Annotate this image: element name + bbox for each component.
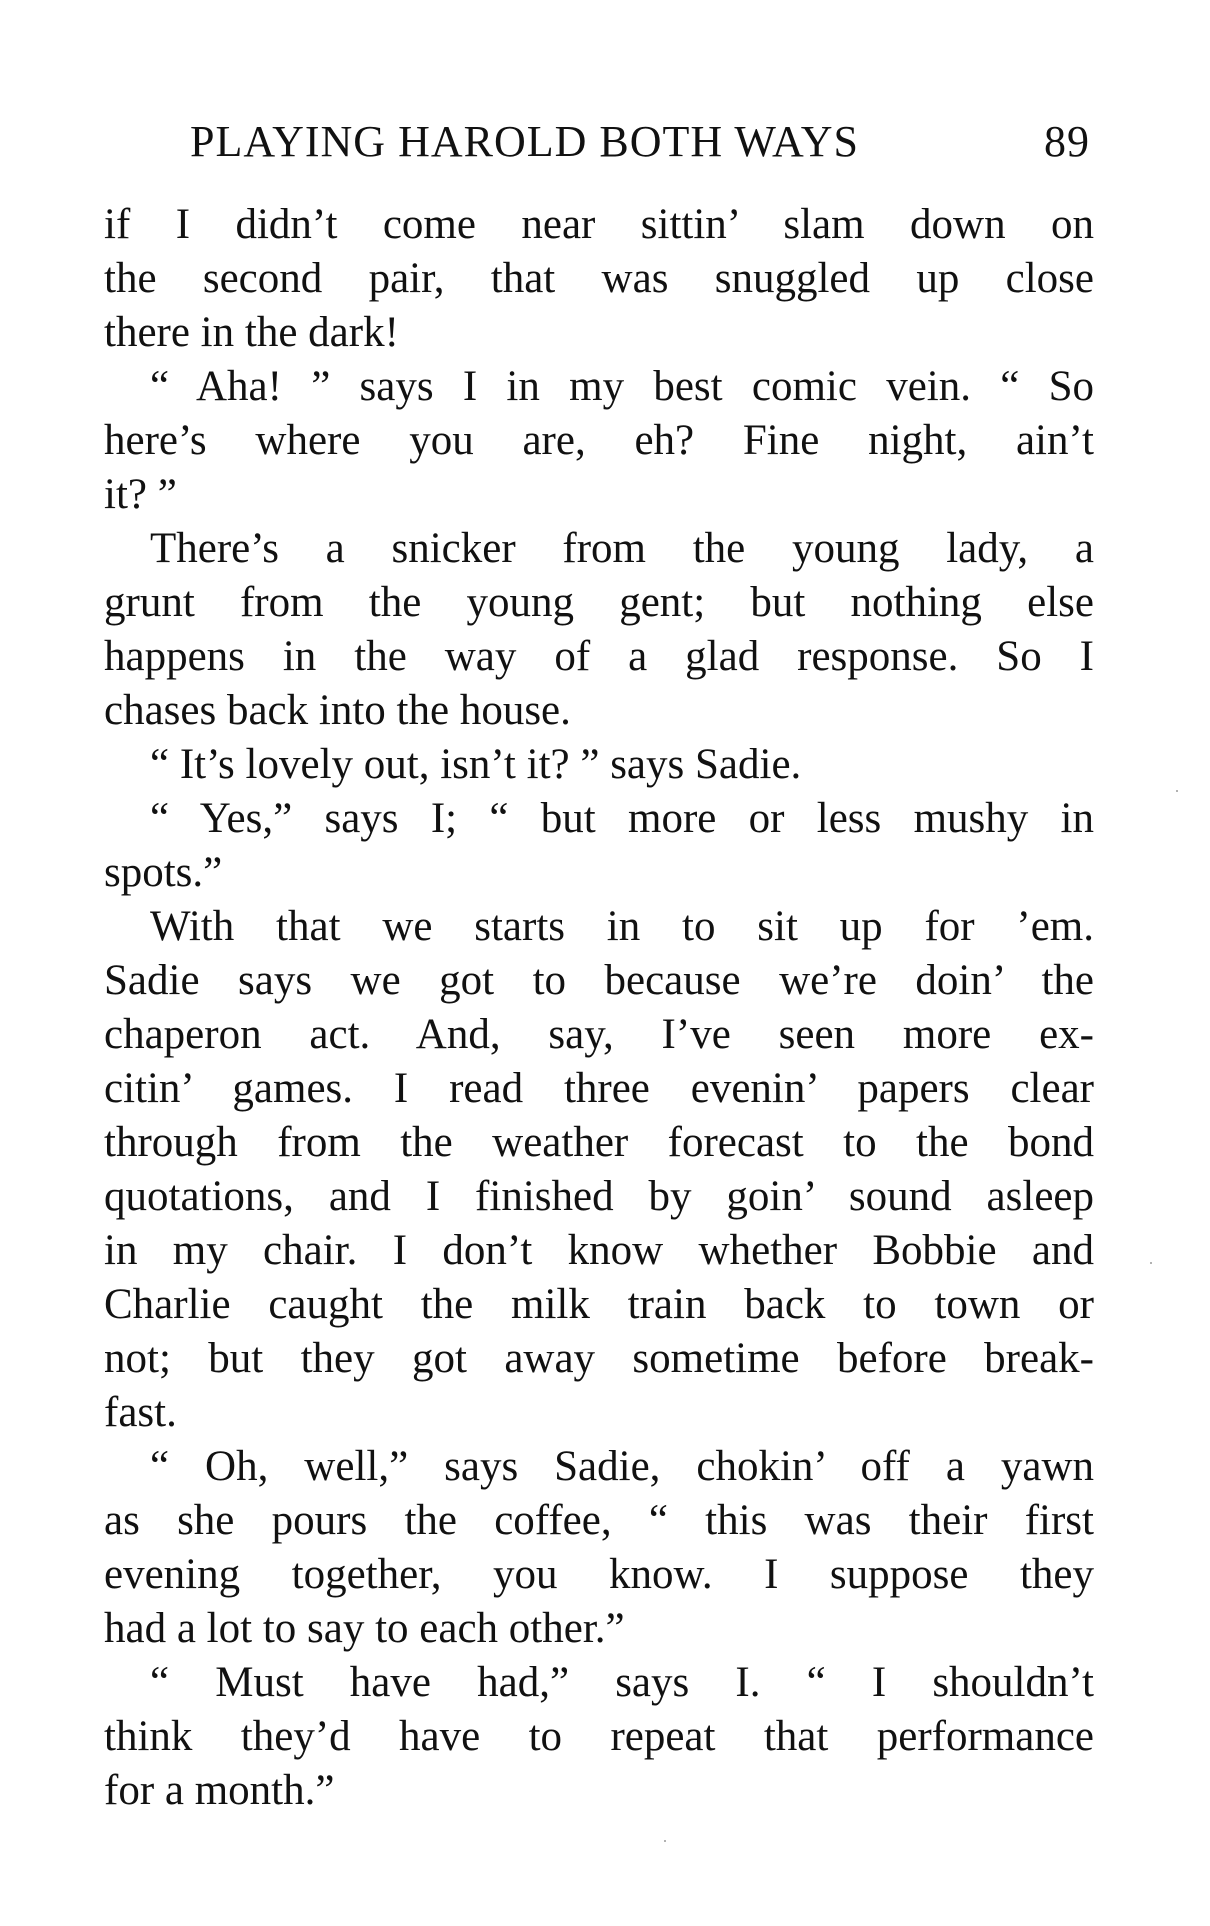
text-line: Charlie caught the milk train back to town or xyxy=(104,1281,1094,1328)
text-line: fast. xyxy=(104,1389,177,1436)
text-line: “ Yes,” says I; “ but more or less mushy in xyxy=(150,795,1094,842)
text-line: here’s where you are, eh? Fine night, ain’t xyxy=(104,417,1094,464)
text-line: chaperon act. And, say, I’ve seen more ex- xyxy=(104,1011,1094,1058)
text-line: not; but they got away sometime before break- xyxy=(104,1335,1094,1382)
text-line: “ Oh, well,” says Sadie, chokin’ off a yawn xyxy=(150,1443,1094,1490)
page-number: 89 xyxy=(1044,117,1090,166)
text-line: Sadie says we got to because we’re doin’ the xyxy=(104,957,1094,1004)
text-line: as she pours the coffee, “ this was their first xyxy=(104,1497,1094,1544)
paper-speck xyxy=(1176,790,1178,792)
text-line: grunt from the young gent; but nothing else xyxy=(104,579,1094,626)
text-line: spots.” xyxy=(104,849,223,896)
text-line: “ It’s lovely out, isn’t it? ” says Sadie. xyxy=(150,741,802,788)
text-line: With that we starts in to sit up for ’em. xyxy=(150,903,1094,950)
text-line: “ Must have had,” says I. “ I shouldn’t xyxy=(150,1659,1094,1706)
body-text xyxy=(104,198,1094,1818)
text-line: happens in the way of a glad response. So I xyxy=(104,633,1094,680)
text-line: through from the weather forecast to the bond xyxy=(104,1119,1094,1166)
text-line: for a month.” xyxy=(104,1767,335,1814)
paper-speck xyxy=(1150,1262,1152,1264)
text-line: the second pair, that was snuggled up close xyxy=(104,255,1094,302)
text-line: had a lot to say to each other.” xyxy=(104,1605,625,1652)
text-line: “ Aha! ” says I in my best comic vein. “ So xyxy=(150,363,1094,410)
text-line: citin’ games. I read three evenin’ papers clear xyxy=(104,1065,1094,1112)
running-title: PLAYING HAROLD BOTH WAYS xyxy=(190,117,860,166)
text-line: if I didn’t come near sittin’ slam down on xyxy=(104,201,1094,248)
text-line: chases back into the house. xyxy=(104,687,571,734)
text-line: there in the dark! xyxy=(104,309,399,356)
paper-speck xyxy=(664,1840,666,1842)
text-line: think they’d have to repeat that performance xyxy=(104,1713,1094,1760)
text-line: in my chair. I don’t know whether Bobbie and xyxy=(104,1227,1094,1274)
text-line: it? ” xyxy=(104,471,177,518)
text-line: There’s a snicker from the young lady, a xyxy=(150,525,1094,572)
running-head xyxy=(190,112,1090,172)
text-line: evening together, you know. I suppose they xyxy=(104,1551,1094,1598)
text-line: quotations, and I finished by goin’ sound asleep xyxy=(104,1173,1094,1220)
